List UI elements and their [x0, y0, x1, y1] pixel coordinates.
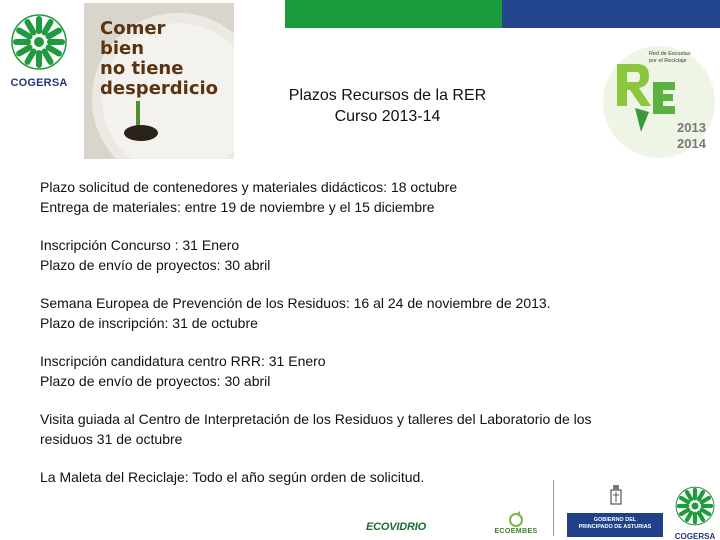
slogan-line: no tiene — [100, 58, 184, 79]
deadline-line: Plazo de inscripción: 31 de octubre — [40, 314, 258, 331]
deadline-line: Semana Europea de Prevención de los Residuos: 16 al 24 de noviembre de 2013. — [40, 295, 551, 311]
rer-year-2: 2014 — [677, 136, 706, 151]
deadline-line: residuos 31 de octubre — [40, 430, 183, 447]
cogersa-wordmark: COGERSA — [10, 77, 68, 89]
deadline-paragraph — [40, 236, 700, 275]
deadline-line: La Maleta del Reciclaje: Todo el año según orden de solicitud. — [40, 469, 425, 485]
cogersa-wordmark-small: COGERSA — [674, 532, 716, 540]
ecovidrio-logo: ECOVIDRIO — [366, 521, 426, 533]
campaign-slogan — [100, 19, 218, 99]
deadlines-content — [40, 178, 700, 507]
cogersa-logo-small — [670, 485, 720, 540]
rer-small-text-2: por el Reciclaje — [649, 58, 687, 64]
rer-logo — [597, 42, 717, 160]
deadline-line: Inscripción Concurso : 31 Enero — [40, 237, 240, 253]
cogersa-logo — [6, 12, 72, 89]
deadline-line: Plazo solicitud de contenedores y materiales didácticos: 18 octubre — [40, 179, 458, 195]
rer-small-text-1: Red de Escuelas — [649, 51, 691, 57]
title-line: Plazos Recursos de la RER — [288, 87, 487, 104]
gobierno-asturias-logo — [567, 513, 663, 537]
footer-divider — [553, 480, 554, 536]
slogan-line: bien — [100, 38, 145, 59]
deadline-paragraph — [40, 352, 700, 391]
ecoembes-icon — [506, 511, 526, 527]
deadline-paragraph — [40, 294, 700, 333]
slogan-line: Comer — [100, 18, 166, 39]
deadline-line: Visita guiada al Centro de Interpretación de los Residuos y talleres del Laboratorio de los — [40, 411, 592, 427]
deadline-paragraph — [40, 468, 700, 488]
title-line: Curso 2013-14 — [334, 108, 441, 125]
asturias-crest-icon — [609, 484, 623, 508]
cogersa-asterisk-icon — [670, 485, 720, 527]
cogersa-asterisk-icon — [6, 12, 72, 72]
ecoembes-logo — [487, 511, 545, 535]
ecoembes-wordmark: ECOEMBES — [494, 528, 538, 535]
gobierno-line-1: GOBIERNO DEL — [593, 517, 637, 523]
deadline-line: Entrega de materiales: entre 19 de noviembre y el 15 diciembre — [40, 198, 435, 215]
slogan-line: desperdicio — [100, 78, 219, 99]
deadline-line: Plazo de envío de proyectos: 30 abril — [40, 372, 271, 389]
deadline-line: Inscripción candidatura centro RRR: 31 Enero — [40, 353, 326, 369]
deadline-paragraph — [40, 178, 700, 217]
soil-pile-icon — [124, 125, 158, 141]
deadline-line: Plazo de envío de proyectos: 30 abril — [40, 256, 271, 273]
page-title — [240, 85, 535, 127]
rer-logo-graphic — [597, 42, 717, 160]
deadline-paragraph — [40, 410, 700, 449]
gobierno-line-2: PRINCIPADO DE ASTURIAS — [578, 524, 652, 530]
sprout-icon — [136, 101, 140, 127]
header-green-bar — [285, 0, 502, 28]
rer-year-1: 2013 — [677, 120, 706, 135]
header-blue-bar — [502, 0, 720, 28]
campaign-plate-image — [84, 3, 234, 159]
